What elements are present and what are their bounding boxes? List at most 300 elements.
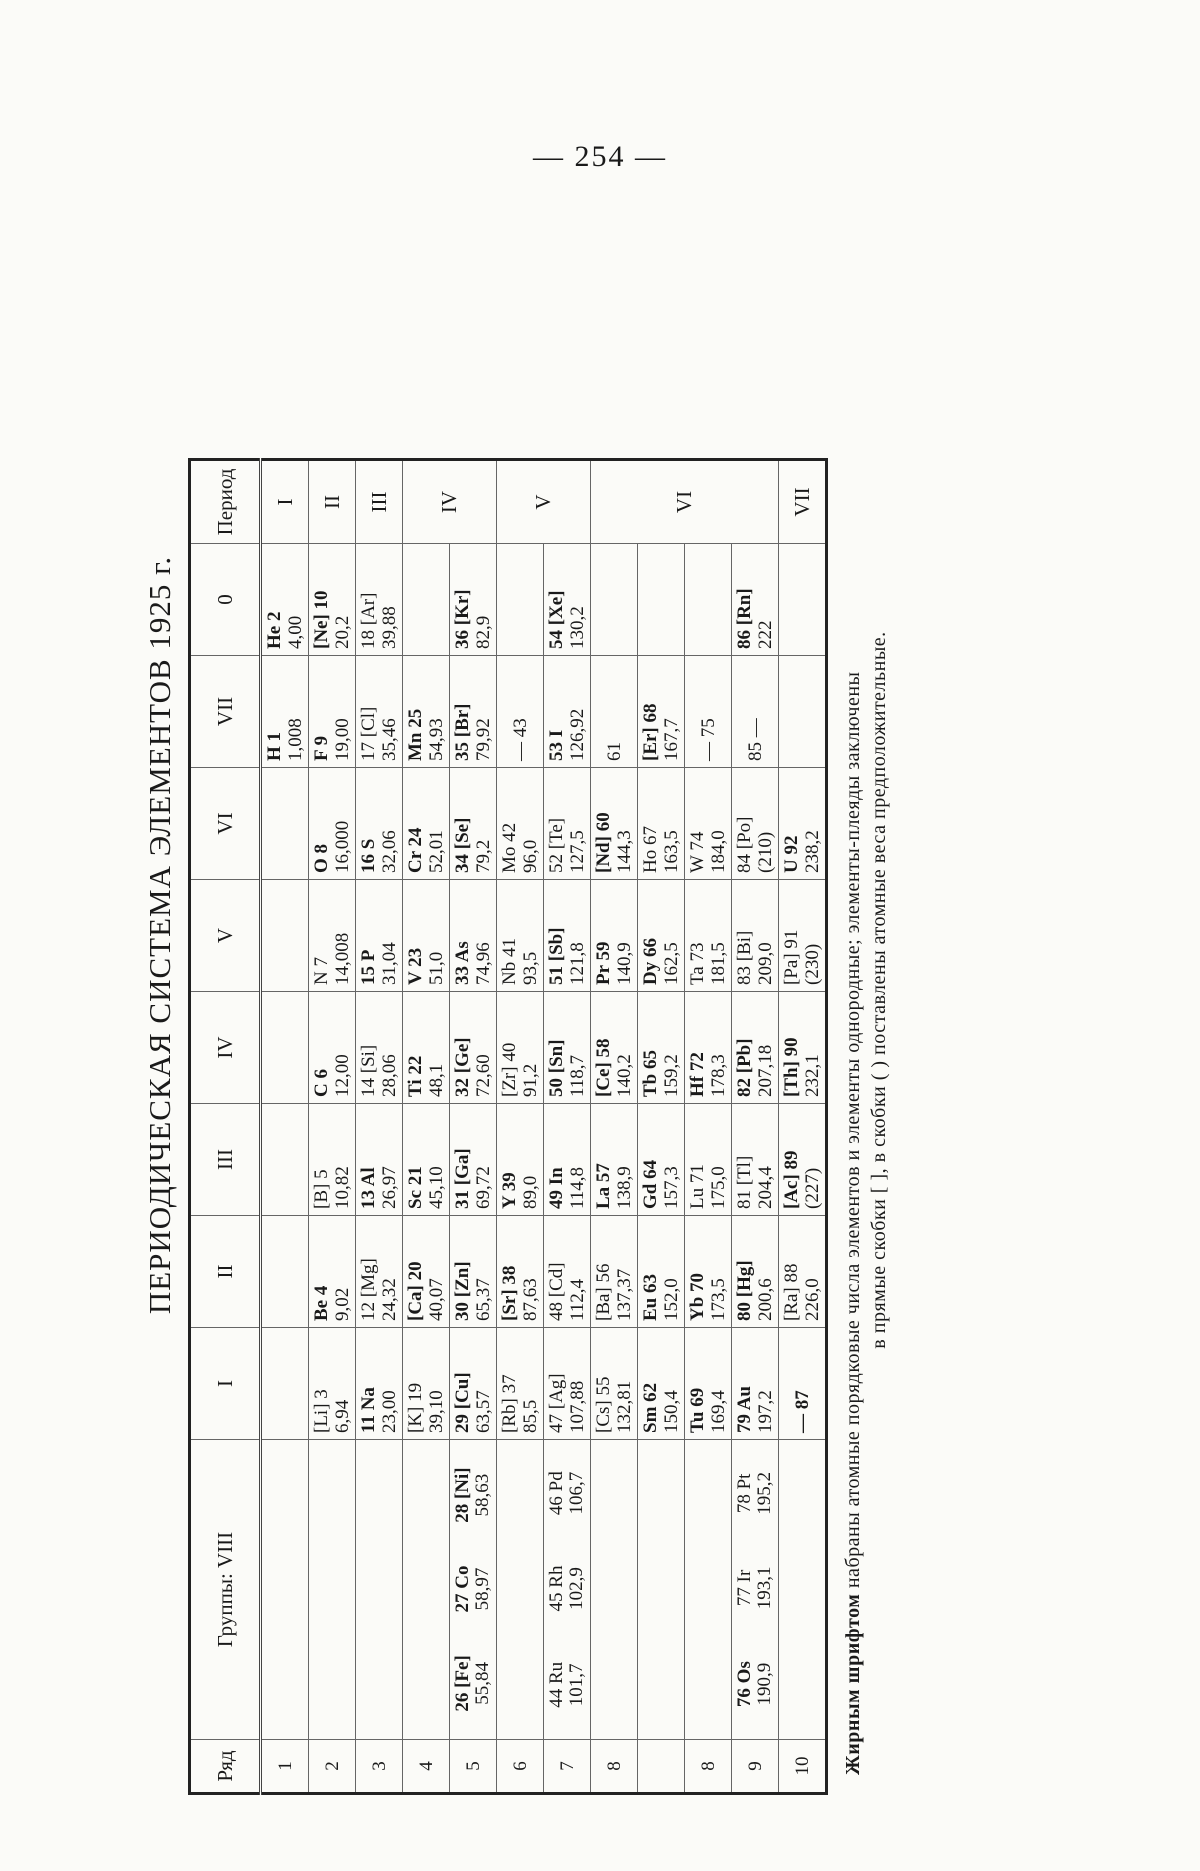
element-symbol: 79 Au: [734, 1386, 755, 1433]
group-0-cell: [732, 544, 779, 656]
period-label: IV: [403, 460, 497, 544]
element-symbol: 31 [Ga]: [452, 1148, 473, 1209]
group-0-cell: [544, 544, 591, 656]
atomic-weight: 54,93: [426, 718, 447, 761]
atomic-weight: 96,0: [520, 839, 541, 873]
element-symbol: Ta 73: [687, 942, 708, 985]
group-7-cell: [403, 656, 450, 768]
atomic-weight: 65,37: [473, 1278, 494, 1321]
atomic-weight: 102,9: [566, 1567, 587, 1610]
element-symbol: 77 Ir: [734, 1569, 755, 1607]
element-entry: [453, 1467, 493, 1522]
group-6-cell: [779, 768, 827, 880]
atomic-weight: 209,0: [755, 942, 776, 985]
element-symbol: 44 Ru: [546, 1661, 567, 1708]
element-symbol: [Ac] 89: [781, 1150, 802, 1209]
atomic-weight: 35,46: [379, 718, 400, 761]
atomic-weight: 232,1: [802, 1054, 823, 1097]
group-8-cell: [403, 1440, 450, 1740]
group-6-cell: [309, 768, 356, 880]
element-symbol: 33 As: [452, 941, 473, 985]
atomic-weight: 31,04: [379, 942, 400, 985]
footnote: [840, 205, 892, 1775]
element-symbol: — 43: [509, 718, 531, 761]
group-3-cell: [638, 1104, 685, 1216]
group-2-cell: [779, 1216, 827, 1328]
table-row: [685, 460, 732, 1794]
group-2-cell: [356, 1216, 403, 1328]
group-6-cell: [638, 768, 685, 880]
atomic-weight: 12,00: [332, 1054, 353, 1097]
element-symbol: 34 [Se]: [452, 817, 473, 873]
period-label: VI: [591, 460, 779, 544]
atomic-weight: 238,2: [802, 830, 823, 873]
group-7-cell: [261, 656, 309, 768]
atomic-weight: 19,00: [332, 718, 353, 761]
header-group-1: I: [190, 1328, 261, 1440]
group-7-cell: [356, 656, 403, 768]
group-2-cell: [309, 1216, 356, 1328]
group-8-cell: [309, 1440, 356, 1740]
group-6-cell: [591, 768, 638, 880]
group-7-cell: [638, 656, 685, 768]
element-symbol: Ho 67: [640, 826, 661, 873]
footnote-lead: Жирным шрифтом: [842, 1593, 864, 1775]
group-6-cell: [356, 768, 403, 880]
atomic-weight: 48,1: [426, 1063, 447, 1097]
element-symbol: 48 [Cd]: [546, 1262, 567, 1321]
group-7-cell: [309, 656, 356, 768]
atomic-weight: 14,008: [332, 932, 353, 985]
atomic-weight: 144,3: [614, 830, 635, 873]
atomic-weight: 91,2: [520, 1063, 541, 1097]
element-symbol: [Ne] 10: [311, 590, 332, 649]
atomic-weight: (230): [802, 943, 823, 985]
group-5-cell: [638, 880, 685, 992]
row-number: 4: [403, 1740, 450, 1794]
atomic-weight: 173,5: [708, 1278, 729, 1321]
table-row: [450, 460, 497, 1794]
group-7-cell: [779, 656, 827, 768]
element-symbol: 32 [Ge]: [452, 1037, 473, 1097]
row-number: 2: [309, 1740, 356, 1794]
element-symbol: W 74: [687, 831, 708, 873]
group-0-cell: [638, 544, 685, 656]
element-symbol: 78 Pt: [734, 1473, 755, 1514]
group-3-cell: [356, 1104, 403, 1216]
group-4-cell: [356, 992, 403, 1104]
group-3-cell: [779, 1104, 827, 1216]
row-number: 8: [591, 1740, 638, 1794]
element-symbol: 30 [Zn]: [452, 1261, 473, 1321]
atomic-weight: 175,0: [708, 1166, 729, 1209]
atomic-weight: 169,4: [708, 1390, 729, 1433]
footnote-line-2: в прямые скобки [ ], в скобки ( ) поставлены атомные веса предположительные.: [868, 631, 890, 1349]
group-8-cell: [779, 1440, 827, 1740]
element-symbol: 53 I: [546, 729, 567, 761]
group-5-cell: [309, 880, 356, 992]
atomic-weight: 137,37: [614, 1268, 635, 1321]
group-1-cell: [685, 1328, 732, 1440]
group-5-cell: [779, 880, 827, 992]
group-5-cell: [261, 880, 309, 992]
atomic-weight: 112,4: [567, 1278, 588, 1321]
element-entry: [547, 1471, 587, 1515]
atomic-weight: 10,82: [332, 1166, 353, 1209]
element-symbol: Y 39: [499, 1172, 520, 1209]
group-0-cell: [497, 544, 544, 656]
element-symbol: Pr 59: [593, 941, 614, 985]
row-number: 5: [450, 1740, 497, 1794]
table-row: [261, 460, 309, 1794]
element-symbol: 13 Al: [358, 1167, 379, 1209]
element-symbol: Tb 65: [640, 1050, 661, 1097]
table-title: ПЕРИОДИЧЕСКАЯ СИСТЕМА ЭЛЕМЕНТОВ 1925 г.: [142, 555, 177, 1315]
group-2-cell: [638, 1216, 685, 1328]
table-row: [732, 460, 779, 1794]
footnote-line-1: набраны атомные порядковые числа элементов и элементы однородные; элементы-плеяды заключены: [842, 671, 864, 1589]
atomic-weight: 159,2: [661, 1054, 682, 1097]
atomic-weight: 167,7: [661, 718, 682, 761]
table-row: [779, 460, 827, 1794]
atomic-weight: 118,7: [567, 1054, 588, 1097]
group-6-cell: [544, 768, 591, 880]
group-7-cell: [591, 656, 638, 768]
element-symbol: 18 [Ar]: [358, 592, 379, 649]
group-0-cell: [309, 544, 356, 656]
element-symbol: [Ce] 58: [593, 1038, 614, 1097]
element-symbol: [Nd] 60: [593, 812, 614, 873]
group-3-cell: [403, 1104, 450, 1216]
group-8-cell: [544, 1440, 591, 1740]
atomic-weight: 193,1: [754, 1566, 775, 1610]
group-7-cell: [685, 656, 732, 768]
group-8-cell: [638, 1440, 685, 1740]
group-2-cell: [261, 1216, 309, 1328]
element-entry: [547, 1566, 587, 1612]
group-1-cell: [356, 1328, 403, 1440]
atomic-weight: 85,5: [520, 1399, 541, 1433]
group-1-cell: [732, 1328, 779, 1440]
element-symbol: H 1: [264, 731, 285, 761]
group-0-cell: [779, 544, 827, 656]
atomic-weight: (227): [802, 1167, 823, 1209]
group-1-cell: [403, 1328, 450, 1440]
atomic-weight: 82,9: [473, 615, 494, 649]
group-1-cell: [261, 1328, 309, 1440]
element-symbol: [Pa] 91: [781, 929, 802, 985]
atomic-weight: 79,2: [473, 839, 494, 873]
header-group-2: II: [190, 1216, 261, 1328]
group-4-cell: [309, 992, 356, 1104]
element-symbol: — 87: [791, 1390, 813, 1433]
element-symbol: 11 Na: [358, 1387, 379, 1433]
header-row: [190, 460, 261, 1794]
row-number: [638, 1740, 685, 1794]
atomic-weight: 121,8: [567, 942, 588, 985]
element-symbol: 86 [Rn]: [734, 588, 755, 649]
element-symbol: F 9: [311, 735, 332, 761]
atomic-weight: 130,2: [567, 606, 588, 649]
atomic-weight: 51,0: [426, 951, 447, 985]
element-symbol: [Li] 3: [311, 1389, 332, 1433]
element-symbol: 82 [Pb]: [734, 1038, 755, 1097]
element-symbol: 52 [Te]: [546, 817, 567, 873]
group-8-cell: [450, 1440, 497, 1740]
row-number: 9: [732, 1740, 779, 1794]
element-entry: [453, 1655, 493, 1711]
atomic-weight: 52,01: [426, 830, 447, 873]
atomic-weight: 157,3: [661, 1166, 682, 1209]
element-symbol: Sm 62: [640, 1382, 661, 1433]
header-period: Период: [190, 460, 261, 544]
table-row: [497, 460, 544, 1794]
group-6-cell: [261, 768, 309, 880]
atomic-weight: 40,07: [426, 1278, 447, 1321]
atomic-weight: 58,63: [472, 1473, 493, 1517]
element-entry: [453, 1565, 493, 1612]
period-label: VII: [779, 460, 827, 544]
atomic-weight: 39,10: [426, 1390, 447, 1433]
element-symbol: Be 4: [311, 1285, 332, 1321]
group-4-cell: [779, 992, 827, 1104]
element-symbol: [Zr] 40: [499, 1042, 520, 1097]
group-0-cell: [591, 544, 638, 656]
atomic-weight: 58,97: [472, 1567, 493, 1611]
element-symbol: La 57: [593, 1163, 614, 1209]
element-symbol: C 6: [311, 1069, 332, 1097]
group-1-cell: [309, 1328, 356, 1440]
group-5-cell: [544, 880, 591, 992]
element-symbol: 35 [Br]: [452, 703, 473, 761]
group-7-cell: [544, 656, 591, 768]
atomic-weight: 207,18: [755, 1044, 776, 1097]
element-symbol: 12 [Mg]: [358, 1258, 379, 1321]
group-0-cell: [450, 544, 497, 656]
atomic-weight: 138,9: [614, 1166, 635, 1209]
element-symbol: Nb 41: [499, 938, 520, 985]
group-3-cell: [497, 1104, 544, 1216]
atomic-weight: 74,96: [473, 942, 494, 985]
atomic-weight: 55,84: [472, 1662, 493, 1705]
group-7-cell: [732, 656, 779, 768]
element-symbol: [Er] 68: [640, 703, 661, 761]
header-group-5: V: [190, 880, 261, 992]
group-0-cell: [356, 544, 403, 656]
element-symbol: 17 [Cl]: [358, 706, 379, 761]
atomic-weight: 140,2: [614, 1054, 635, 1097]
period-label: II: [309, 460, 356, 544]
element-symbol: 76 Os: [734, 1661, 755, 1708]
atomic-weight: 195,2: [754, 1471, 775, 1515]
element-symbol: 54 [Xe]: [546, 590, 567, 649]
element-symbol: [Rb] 37: [499, 1374, 520, 1433]
header-group-4: IV: [190, 992, 261, 1104]
atomic-weight: 23,00: [379, 1390, 400, 1433]
period-label: V: [497, 460, 591, 544]
element-symbol: 83 [Bi]: [734, 930, 755, 985]
atomic-weight: 222: [755, 620, 776, 649]
element-symbol: 28 [Ni]: [452, 1467, 473, 1523]
group-4-cell: [450, 992, 497, 1104]
atomic-weight: 20,2: [332, 615, 353, 649]
group-8-cell: [497, 1440, 544, 1740]
element-symbol: 84 [Po]: [734, 816, 755, 873]
row-number: 7: [544, 1740, 591, 1794]
group-5-cell: [497, 880, 544, 992]
header-group-8: Группы: VIII: [190, 1440, 261, 1740]
atomic-weight: 162,5: [661, 942, 682, 985]
row-number: 1: [261, 1740, 309, 1794]
group-5-cell: [356, 880, 403, 992]
element-entry: [735, 1661, 775, 1707]
table-row: [309, 460, 356, 1794]
group-4-cell: [638, 992, 685, 1104]
group-1-cell: [450, 1328, 497, 1440]
table-row: [638, 460, 685, 1794]
element-symbol: Cr 24: [405, 827, 426, 873]
element-symbol: N 7: [311, 957, 332, 985]
atomic-weight: 24,32: [379, 1278, 400, 1321]
atomic-weight: 26,97: [379, 1166, 400, 1209]
group-2-cell: [732, 1216, 779, 1328]
row-number: 10: [779, 1740, 827, 1794]
period-label: I: [261, 460, 309, 544]
atomic-weight: 178,3: [708, 1054, 729, 1097]
table-body: [261, 460, 827, 1794]
element-symbol: [Cs] 55: [593, 1376, 614, 1433]
table-row: [403, 460, 450, 1794]
group-3-cell: [450, 1104, 497, 1216]
element-symbol: U 92: [781, 835, 802, 873]
group-1-cell: [779, 1328, 827, 1440]
group-1-cell: [591, 1328, 638, 1440]
group-6-cell: [450, 768, 497, 880]
group-5-cell: [685, 880, 732, 992]
group-5-cell: [450, 880, 497, 992]
element-symbol: Tu 69: [687, 1387, 708, 1433]
atomic-weight: 79,92: [473, 718, 494, 761]
atomic-weight: 126,92: [567, 708, 588, 761]
element-symbol: 50 [Sn]: [546, 1039, 567, 1097]
header-group-7: VII: [190, 656, 261, 768]
atomic-weight: 89,0: [520, 1175, 541, 1209]
atomic-weight: 45,10: [426, 1166, 447, 1209]
row-number: 6: [497, 1740, 544, 1794]
atomic-weight: 163,5: [661, 830, 682, 873]
element-symbol: [K] 19: [405, 1382, 426, 1433]
group-1-cell: [638, 1328, 685, 1440]
element-symbol: 80 [Hg]: [734, 1260, 755, 1321]
element-symbol: 14 [Si]: [358, 1044, 379, 1097]
element-symbol: [Ba] 56: [593, 1263, 614, 1321]
atomic-weight: 181,5: [708, 942, 729, 985]
group-6-cell: [732, 768, 779, 880]
element-symbol: [Th] 90: [781, 1037, 802, 1097]
element-symbol: Hf 72: [687, 1052, 708, 1097]
atomic-weight: 140,9: [614, 942, 635, 985]
element-symbol: [Ca] 20: [405, 1261, 426, 1321]
atomic-weight: 63,57: [473, 1390, 494, 1433]
periodic-table: [188, 458, 828, 1795]
group-3-cell: [261, 1104, 309, 1216]
group-6-cell: [685, 768, 732, 880]
element-symbol: 27 Co: [452, 1565, 473, 1613]
atomic-weight: 69,72: [473, 1166, 494, 1209]
group-5-cell: [403, 880, 450, 992]
group-1-cell: [544, 1328, 591, 1440]
group-2-cell: [403, 1216, 450, 1328]
element-symbol: Dy 66: [640, 938, 661, 985]
group-2-cell: [450, 1216, 497, 1328]
element-symbol: Mo 42: [499, 822, 520, 873]
group-8-cell: [261, 1440, 309, 1740]
group-1-cell: [497, 1328, 544, 1440]
row-number: 3: [356, 1740, 403, 1794]
group-4-cell: [497, 992, 544, 1104]
element-symbol: 36 [Kr]: [452, 589, 473, 649]
atomic-weight: 197,2: [755, 1390, 776, 1433]
atomic-weight: 184,0: [708, 830, 729, 873]
page-number: — 254 —: [533, 140, 667, 173]
group-2-cell: [544, 1216, 591, 1328]
table-row: [356, 460, 403, 1794]
group-3-cell: [309, 1104, 356, 1216]
atomic-weight: 106,7: [566, 1471, 587, 1515]
element-symbol: 29 [Cu]: [452, 1372, 473, 1433]
atomic-weight: 1,008: [285, 718, 306, 761]
group-0-cell: [685, 544, 732, 656]
atomic-weight: 9,02: [332, 1287, 353, 1321]
element-symbol: 61: [603, 742, 625, 761]
group-4-cell: [591, 992, 638, 1104]
atomic-weight: 93,5: [520, 951, 541, 985]
element-symbol: V 23: [405, 947, 426, 985]
element-entry: [547, 1662, 587, 1708]
atomic-weight: 200,6: [755, 1278, 776, 1321]
atomic-weight: 127,5: [567, 830, 588, 873]
atomic-weight: 107,88: [567, 1380, 588, 1433]
element-symbol: [B] 5: [311, 1169, 332, 1209]
atomic-weight: 114,8: [567, 1166, 588, 1209]
element-symbol: Gd 64: [640, 1159, 661, 1209]
element-symbol: O 8: [311, 843, 332, 873]
atomic-weight: 28,06: [379, 1054, 400, 1097]
element-symbol: [Sr] 38: [499, 1265, 520, 1321]
group-6-cell: [403, 768, 450, 880]
element-symbol: 46 Pd: [546, 1471, 567, 1516]
atomic-weight: 39,88: [379, 606, 400, 649]
element-symbol: [Ra] 88: [781, 1263, 802, 1321]
group-4-cell: [261, 992, 309, 1104]
group-4-cell: [685, 992, 732, 1104]
group-7-cell: [450, 656, 497, 768]
group-7-cell: [497, 656, 544, 768]
group-8-cell: [591, 1440, 638, 1740]
atomic-weight: 190,9: [754, 1662, 775, 1706]
table-row: [544, 460, 591, 1794]
element-symbol: 15 P: [358, 949, 379, 985]
element-symbol: Sc 21: [405, 1166, 426, 1209]
element-symbol: 81 [Tl]: [734, 1155, 755, 1209]
element-entry: [735, 1472, 775, 1515]
element-symbol: Yb 70: [687, 1272, 708, 1321]
atomic-weight: 132,81: [614, 1380, 635, 1433]
atomic-weight: 6,94: [332, 1399, 353, 1433]
group-3-cell: [685, 1104, 732, 1216]
element-symbol: Mn 25: [405, 708, 426, 761]
element-symbol: 45 Rh: [546, 1565, 567, 1612]
